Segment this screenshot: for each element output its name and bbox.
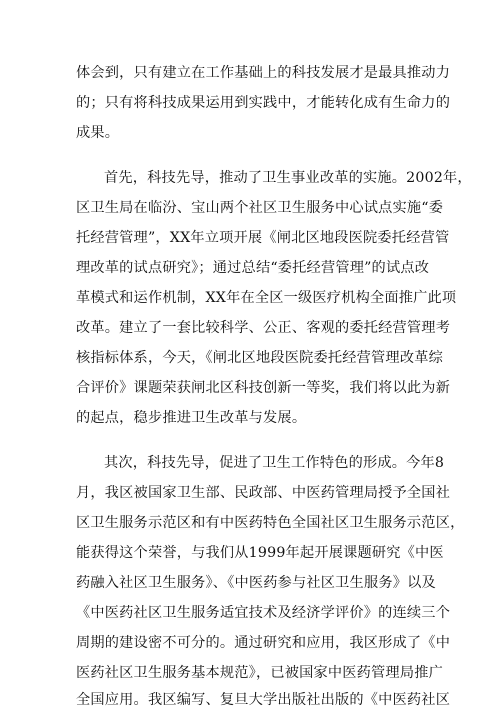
text-line: 核指标体系，今天，《闸北区地段医院委托经营管理改革综: [76, 350, 443, 366]
text-line: 药融入社区卫生服务》、《中医药参与社区卫生服务》以及: [76, 575, 436, 591]
text-line: 月，我区被国家卫生部、民政部、中医药管理局授予全国社: [76, 485, 451, 501]
text-line: 区卫生服务示范区和有中医药特色全国社区卫生服务示范区，: [76, 515, 465, 531]
text-line: 的起点，稳步推进卫生改革与发展。: [76, 410, 307, 426]
text-line: 能获得这个荣誉，与我们从1999年起开展课题研究《中医: [76, 545, 444, 561]
text-line: 托经营管理”，XX年立项开展《闸北区地段医院委托经营管: [76, 230, 450, 246]
text-line: 改革。建立了一套比较科学、公正、客观的委托经营管理考: [76, 320, 451, 336]
text-line: 《中医药社区卫生服务适宜技术及经济学评价》的连续三个: [76, 605, 451, 621]
text-line: 成果。: [76, 125, 120, 141]
paragraph-first-line: 首先，科技先导，推动了卫生事业改革的实施。2002年，: [104, 170, 472, 186]
text-line: 周期的建设密不可分的。通过研究和应用，我区形成了《中: [76, 635, 451, 651]
text-line: 医药社区卫生服务基本规范》，已被国家中医药管理局推广: [76, 665, 443, 681]
text-line: 区卫生局在临汾、宝山两个社区卫生服务中心试点实施“委: [76, 200, 444, 216]
text-line: 的；只有将科技成果运用到实践中，才能转化成有生命力的: [76, 95, 451, 111]
text-line: 全国应用。我区编写、复旦大学出版社出版的《中医药社区: [76, 692, 451, 708]
paragraph-first-line: 其次，科技先导，促进了卫生工作特色的形成。今年8: [104, 455, 445, 471]
text-line: 体会到，只有建立在工作基础上的科技发展才是最具推动力: [76, 65, 451, 81]
text-line: 革模式和运作机制，XX年在全区一级医疗机构全面推广此项: [76, 290, 457, 306]
text-line: 合评价》课题荣获闸北区科技创新一等奖，我们将以此为新: [76, 380, 451, 396]
text-line: 理改革的试点研究》；通过总结“委托经营管理”的试点改: [76, 260, 430, 276]
